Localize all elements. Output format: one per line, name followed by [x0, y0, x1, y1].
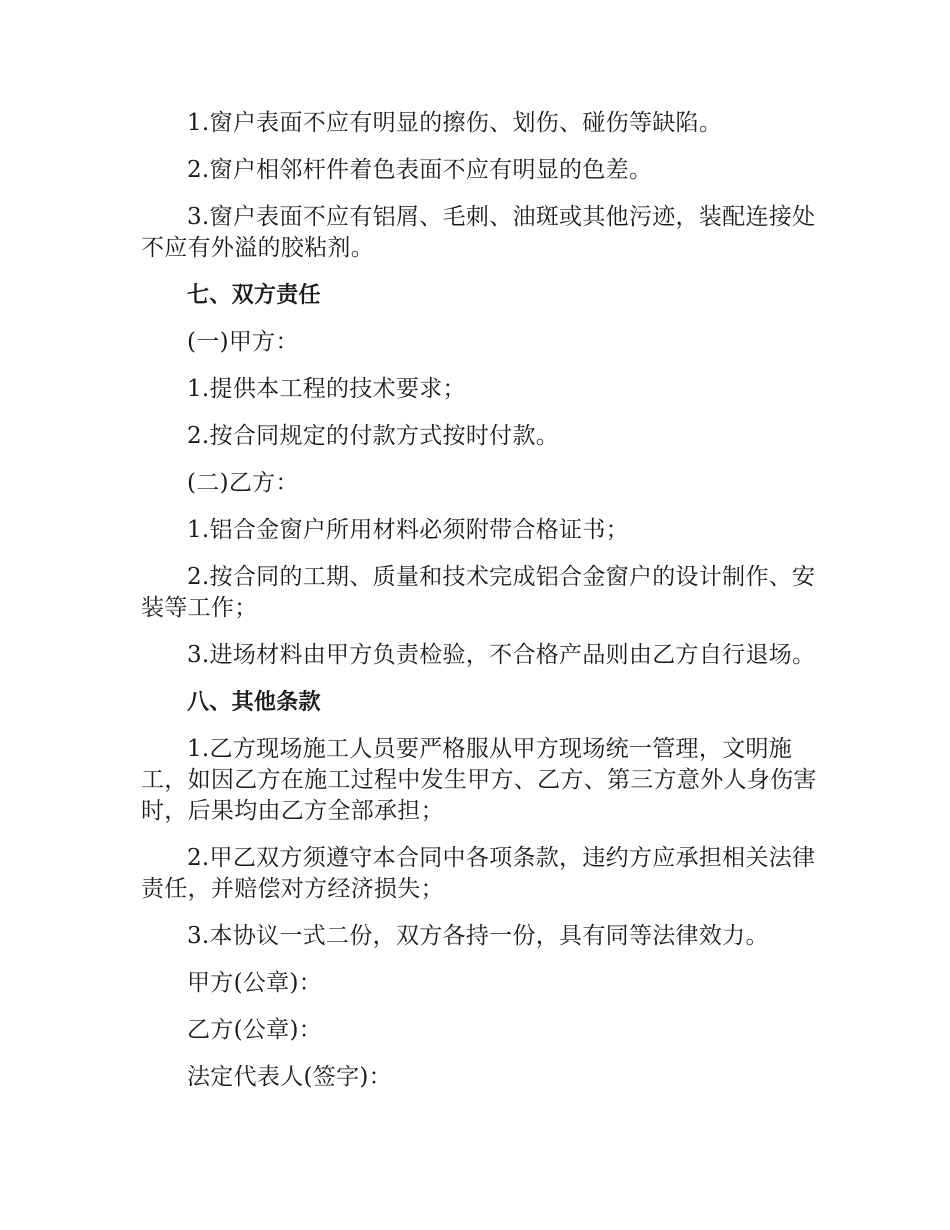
paragraph-other-1: 1.乙方现场施工人员要严格服从甲方现场统一管理，文明施工，如因乙方在施工过程中发生甲方、乙方、第三方意外人身伤害时，后果均由乙方全部承担；	[141, 736, 817, 824]
paragraph-quality-scratches: 1.窗户表面不应有明显的擦伤、划伤、碰伤等缺陷。	[187, 110, 723, 136]
section-heading-responsibilities: 七、双方责任	[187, 283, 321, 308]
signature-line-party-a: 甲方(公章)：	[187, 970, 323, 996]
document-body	[141, 108, 821, 1109]
paragraph-party-a-1: 1.提供本工程的技术要求；	[187, 376, 466, 402]
paragraph-party-b-1: 1.铝合金窗户所用材料必须附带合格证书；	[187, 517, 629, 543]
subheading-party-b: (二)乙方：	[187, 470, 299, 496]
paragraph-quality-color: 2.窗户相邻杆件着色表面不应有明显的色差。	[187, 157, 653, 183]
subheading-party-a: (一)甲方：	[187, 329, 299, 355]
paragraph-quality-stains: 3.窗户表面不应有铝屑、毛刺、油斑或其他污迹，装配连接处不应有外溢的胶粘剂。	[141, 204, 816, 261]
paragraph-party-a-2: 2.按合同规定的付款方式按时付款。	[187, 423, 560, 449]
signature-line-legal-rep: 法定代表人(签字)：	[187, 1064, 392, 1090]
paragraph-party-b-3: 3.进场材料由甲方负责检验，不合格产品则由乙方自行退场。	[187, 642, 816, 668]
signature-line-party-b: 乙方(公章)：	[187, 1017, 323, 1043]
paragraph-other-2: 2.甲乙双方须遵守本合同中各项条款，违约方应承担相关法律责任，并赔偿对方经济损失；	[141, 845, 816, 902]
paragraph-party-b-2: 2.按合同的工期、质量和技术完成铝合金窗户的设计制作、安装等工作；	[141, 564, 816, 621]
paragraph-other-3: 3.本协议一式二份，双方各持一份，具有同等法律效力。	[187, 923, 769, 949]
section-heading-other-terms: 八、其他条款	[187, 690, 321, 715]
